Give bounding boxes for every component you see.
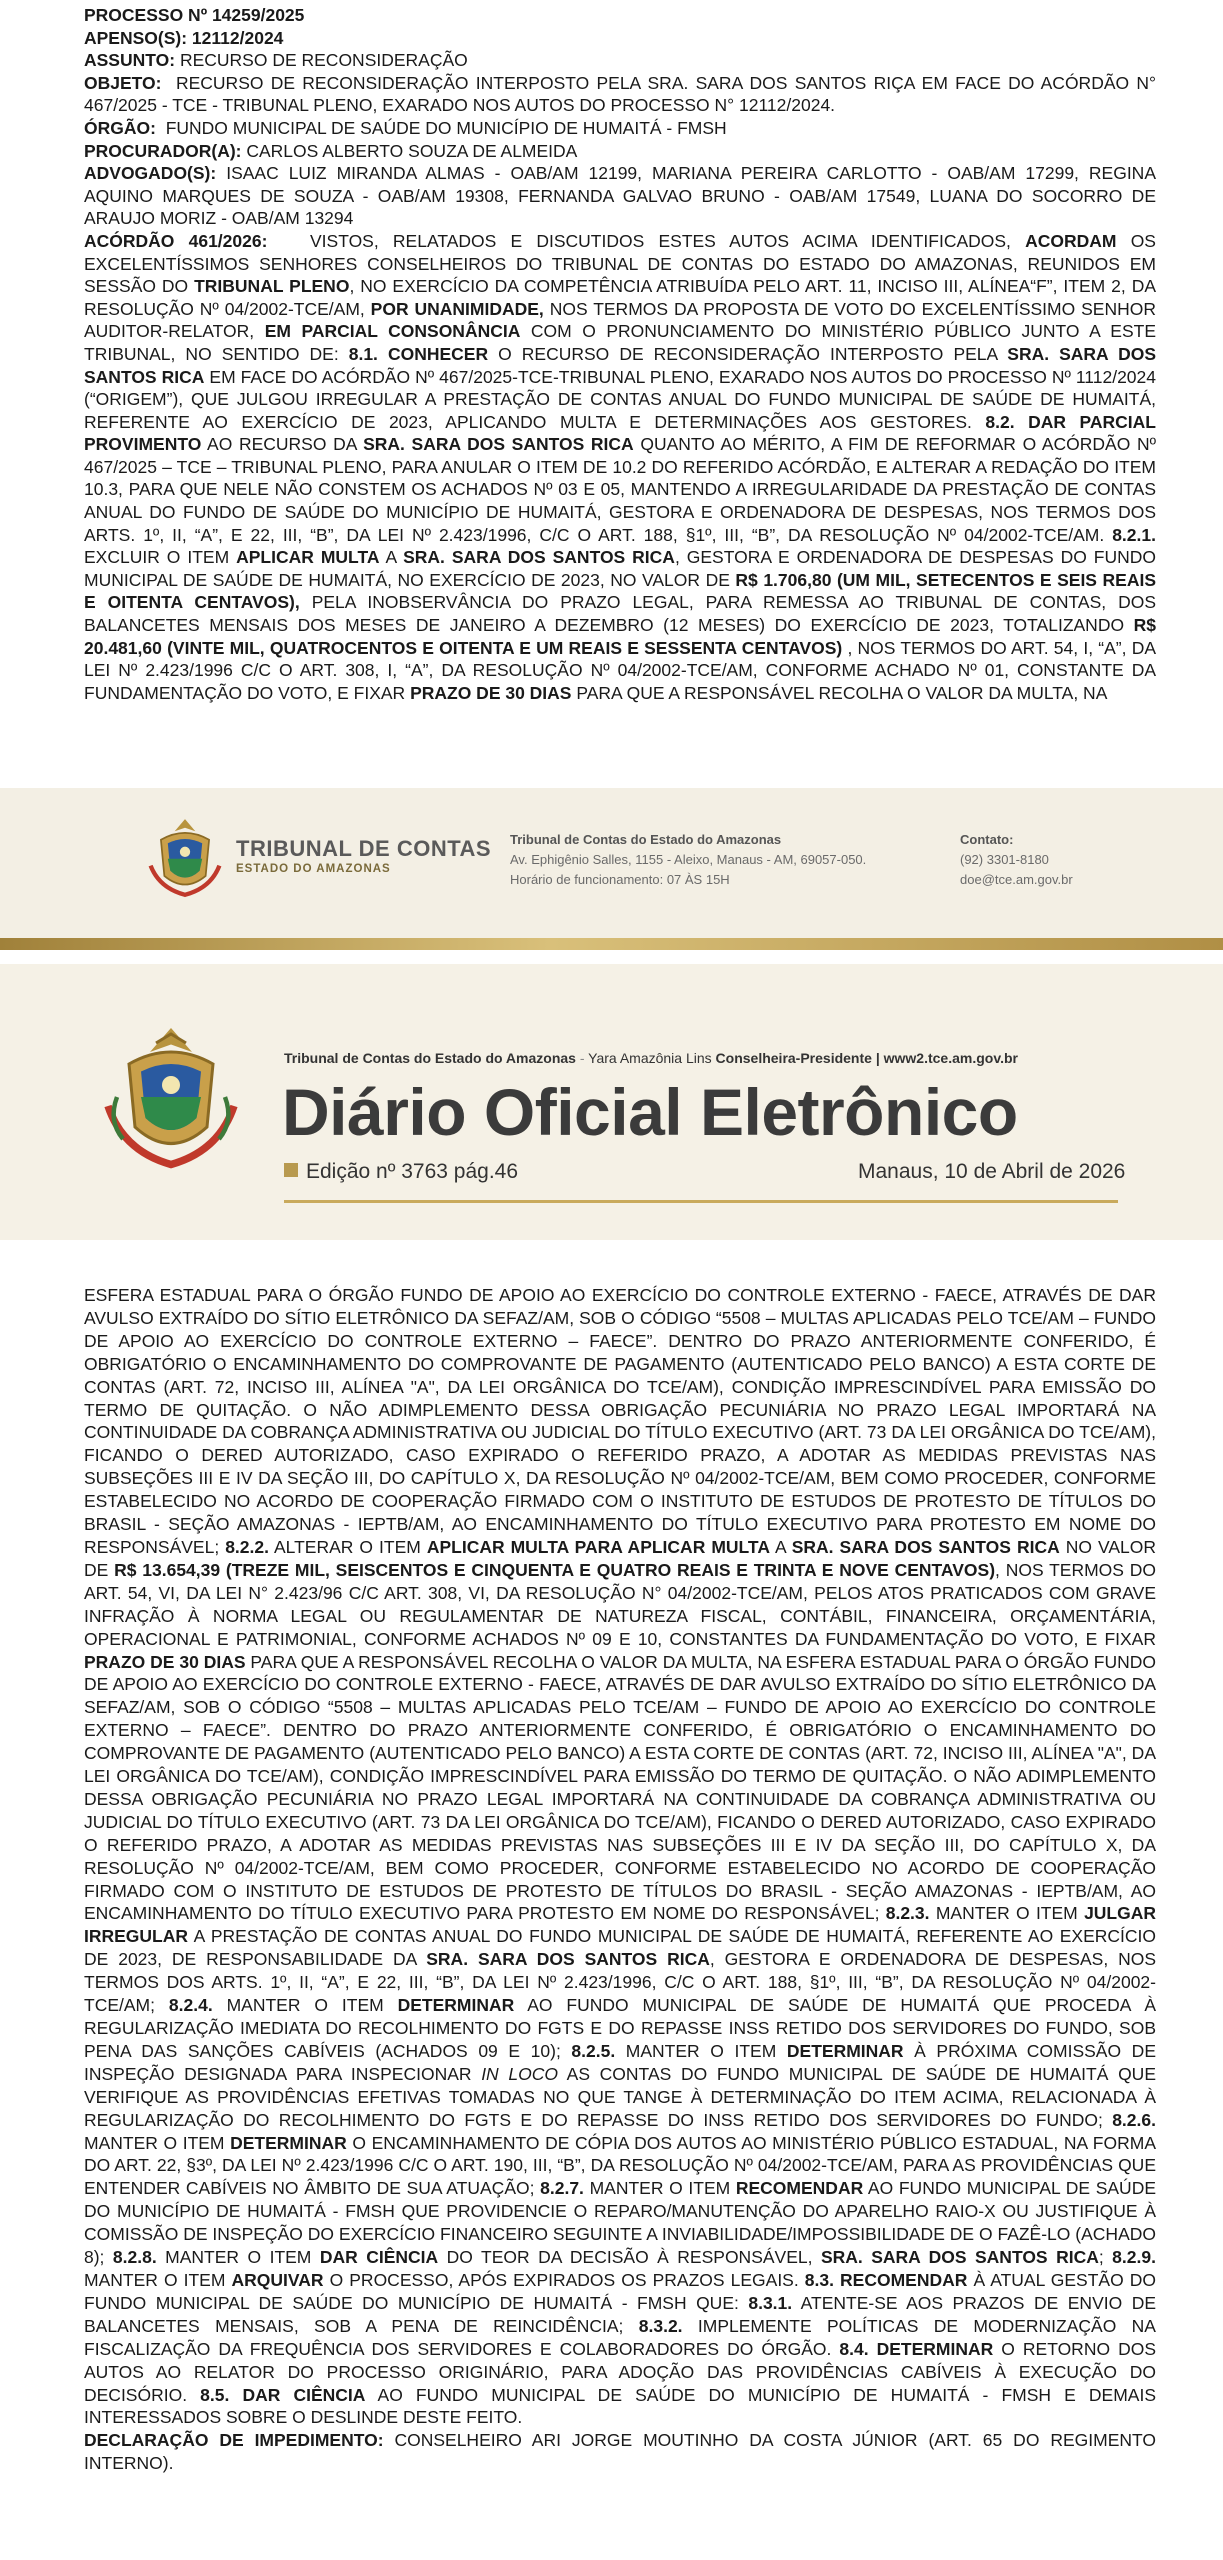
bold-segment: EM PARCIAL CONSONÂNCIA [264, 321, 521, 342]
objeto-value: RECURSO DE RECONSIDERAÇÃO INTERPOSTO PELA SRA. SARA DOS SANTOS RIÇA EM FACE DO ACÓRDÃO N° 467/2025 - TCE - TRIBUNAL PLENO, EXARADO NOS AUTOS DO PROCESSO N° 12112/2024. [84, 72, 1156, 116]
text-segment: VISTOS, RELATADOS E DISCUTIDOS ESTES AUTOS ACIMA IDENTIFICADOS, [267, 230, 1026, 251]
bold-segment: 8.2.3. [885, 1903, 930, 1924]
processo-number: PROCESSO Nº 14259/2025 [84, 5, 305, 25]
bold-segment: R$ 13.654,39 (TREZE MIL, SEISCENTOS E CINQUENTA E QUATRO REAIS E TRINTA E NOVE CENTAVOS) [114, 1559, 996, 1580]
bold-segment: 8.2.8. [112, 2247, 157, 2268]
text-segment: COM O PRONUNCIAMENTO DO MINISTÉRIO PÚBLICO JUNTO A ESTE TRIBUNAL, NO SENTIDO DE: [84, 321, 1156, 364]
bold-segment: 8.2. DAR PARCIAL PROVIMENTO [84, 411, 1156, 455]
text-segment: NOS TERMOS DA PROPOSTA DE VOTO DO EXCELENTÍSSIMO SENHOR AUDITOR-RELATOR, [84, 298, 1156, 342]
procurador-label: PROCURADOR(A): [84, 140, 242, 161]
procurador-value: CARLOS ALBERTO SOUZA DE ALMEIDA [246, 140, 578, 161]
header-edition [284, 1160, 518, 1184]
page-footer [0, 788, 1223, 938]
bold-segment: 8.5. DAR CIÊNCIA [200, 2384, 366, 2405]
bold-segment: DAR CIÊNCIA [319, 2247, 439, 2268]
text-segment: QUANTO AO MÉRITO, A FIM DE REFORMAR O ACÓRDÃO Nº 467/2025 – TCE – TRIBUNAL PLENO, PARA ANULAR O ITEM DE 10.2 DO REFERIDO ACÓRDÃO, E ALTERAR A REDAÇÃO DO ITEM 10.3, PARA QUE NELE NÃO CONSTEM OS ACHADOS Nº 03 E 05, MANTENDO A IRREGULARIDADE DA PRESTAÇÃO DE CONTAS ANUAL DO FUNDO DE SAÚDE DO MUNICÍPIO DE HUMAITÁ, GESTORA E ORDENADORA DE DESPESAS, NOS TERMOS DOS ARTS. 1º, II, “A”, E 22, III, “B”, DA LEI Nº 2.423/1996, C/C O ART. 188, §1º, III, “B”, DA RESOLUÇÃO Nº 04/2002-TCE/AM. [84, 434, 1157, 545]
text-segment: MANTER O ITEM [156, 2247, 320, 2268]
text-segment: A PRESTAÇÃO DE CONTAS ANUAL DO FUNDO MUNICIPAL DE SAÚDE DE HUMAITÁ, REFERENTE AO EXERCÍCIO DE 2023, DE RESPONSABILIDADE DA [84, 1926, 1156, 1970]
text-segment: MANTER O ITEM [615, 2040, 787, 2061]
bold-segment: 8.2.1. [1112, 524, 1156, 545]
bold-segment: 8.2.5. [571, 2040, 616, 2061]
text-segment: AO FUNDO MUNICIPAL DE SAÚDE DO MUNICÍPIO DE HUMAITÁ - FMSH E DEMAIS INTERESSADOS SOBRE O DESLINDE DESTE FEITO. [84, 2384, 1156, 2428]
bold-segment: JULGAR IRREGULAR [84, 1903, 1157, 1947]
footer-org-name: Tribunal de Contas do Estado do Amazonas [510, 832, 782, 847]
impedimento-text: CONSELHEIRO ARI JORGE MOUTINHO DA COSTA JÚNIOR (ART. 65 DO REGIMENTO INTERNO). [84, 2430, 1156, 2474]
tce-am-emblem-icon [96, 1022, 246, 1172]
bold-segment: R$ 20.481,60 (VINTE MIL, QUATROCENTOS E OITENTA E UM REAIS E SESSENTA CENTAVOS) [84, 615, 1156, 658]
text-segment: A [769, 1536, 792, 1557]
orgao-label: ÓRGÃO: [84, 117, 156, 138]
bold-segment: SRA. SARA DOS SANTOS RICA [84, 343, 1156, 387]
text-segment: MANTER O ITEM [212, 1995, 398, 2016]
footer-address-line: Av. Ephigênio Salles, 1155 - Aleixo, Manaus - AM, 69057-050. [510, 852, 867, 867]
header-rule [284, 1200, 1118, 1203]
impedimento-label: DECLARAÇÃO DE IMPEDIMENTO: [84, 2430, 384, 2451]
text-segment: MANTER O ITEM [583, 2178, 736, 2199]
bold-segment: 8.2.9. [1112, 2247, 1156, 2268]
text-segment: O PROCESSO, APÓS EXPIRADOS OS PRAZOS LEGAIS. [323, 2269, 805, 2290]
objeto-label: OBJETO: [84, 72, 162, 93]
edition-text: Edição nº 3763 pág.46 [306, 1160, 519, 1183]
footer-brand-sub: ESTADO DO AMAZONAS [236, 863, 391, 875]
bold-segment: POR UNANIMIDADE, [370, 298, 544, 319]
header-org: Tribunal de Contas do Estado do Amazonas [284, 1050, 576, 1066]
text-segment: DO TEOR DA DECISÃO À RESPONSÁVEL, [438, 2247, 821, 2268]
bold-segment: PRAZO DE 30 DIAS [410, 682, 572, 703]
assunto-label: ASSUNTO: [84, 50, 176, 71]
bold-segment: 8.2.7. [540, 2178, 584, 2199]
text-segment: ATENTE-SE AOS PRAZOS DE ENVIO DE BALANCETES MENSAIS, SOB A PENA DE REINCIDÊNCIA; [84, 2292, 1157, 2336]
bold-segment: 8.2.6. [1112, 2109, 1156, 2130]
header-separator: - [575, 1050, 589, 1066]
bold-segment: DETERMINAR [230, 2132, 347, 2153]
footer-brand [236, 836, 491, 875]
bold-segment: R$ 1.706,80 (UM MIL, SETECENTOS E SEIS REAIS E OITENTA CENTAVOS), [84, 569, 1156, 613]
bold-segment: APLICAR MULTA PARA APLICAR MULTA [426, 1536, 770, 1557]
bold-segment: ACÓRDÃO 461/2026: [84, 230, 268, 251]
text-segment: EXCLUIR O ITEM [84, 547, 237, 568]
header-date: Manaus, 10 de Abril de 2026 [858, 1160, 1126, 1183]
text-segment: EM FACE DO ACÓRDÃO Nº 467/2025-TCE-TRIBUNAL PLENO, EXARADO NOS AUTOS DO PROCESSO Nº 1112/2024 (“ORIGEM”), QUE JULGOU IRREGULAR A PRESTAÇÃO DE CONTAS ANUAL DO FUNDO MUNICIPAL DE SAÚDE DE HUMAITÁ, REFERENTE AO EXERCÍCIO DE 2023, APLICANDO MULTA E DETERMINAÇÕES AOS GESTORES. [84, 366, 1156, 432]
footer-brand-name: TRIBUNAL DE CONTAS [236, 836, 492, 861]
page-separator [0, 938, 1223, 950]
orgao-value: FUNDO MUNICIPAL DE SAÚDE DO MUNICÍPIO DE HUMAITÁ - FMSH [165, 117, 727, 138]
bold-segment: RECOMENDAR [735, 2178, 864, 2199]
footer-contact [960, 830, 1073, 890]
assunto-value: RECURSO DE RECONSIDERAÇÃO [179, 50, 468, 71]
text-segment: MANTER O ITEM [84, 2132, 231, 2153]
text-segment: , GESTORA E ORDENADORA DE DESPESAS, NOS TERMOS DOS ARTS. 1º, II, “A”, E 22, III, “B”, DA LEI Nº 2.423/1996, C/C O ART. 188, §1º, III, “B”, DA RESOLUÇÃO Nº 04/2002-TCE/AM; [84, 1949, 1156, 2016]
advogado-value: ISAAC LUIZ MIRANDA ALMAS - OAB/AM 12199, MARIANA PEREIRA CARLOTTO - OAB/AM 17299, REGINA AQUINO MARQUES DE SOUZA - OAB/AM 19308, FERNANDA GALVAO BRUNO - OAB/AM 17549, LUANA DO SOCORRO DE ARAUJO MORIZ - OAB/AM 13294 [84, 163, 1156, 229]
footer-hours: Horário de funcionamento: 07 ÀS 15H [510, 872, 730, 887]
bold-segment: SRA. SARA DOS SANTOS RICA [820, 2247, 1099, 2268]
text-segment: O ENCAMINHAMENTO DE CÓPIA DOS AUTOS AO MINISTÉRIO PÚBLICO ESTADUAL, NA FORMA DO ART. 22, §3º, DA LEI Nº 2.423/1996 C/C O ART. 190, III, “B”, DA RESOLUÇÃO Nº 04/2002-TCE/AM, PARA AS PROVIDÊNCIAS QUE ENTENDER CABÍVEIS NO ÂMBITO DE SUA ATUAÇÃO; [84, 2132, 1156, 2199]
bold-segment: SRA. SARA DOS SANTOS RICA [426, 1949, 710, 1970]
bold-segment: ACORDAM [1025, 230, 1117, 251]
text-segment: PARA QUE A RESPONSÁVEL RECOLHA O VALOR DA MULTA, NA ESFERA ESTADUAL PARA O ÓRGÃO FUNDO DE APOIO AO EXERCÍCIO DO CONTROLE EXTERNO - FAECE, ATRAVÉS DE DAR AVULSO EXTRAÍDO DO SÍTIO ELETRÔNICO DA SEFAZ/AM, SOB O CÓDIGO “5508 – MULTAS APLICADAS PELO TCE/AM – FUNDO DE APOIO AO EXERCÍCIO DO CONTROLE EXTERNO – FAECE”. DENTRO DO PRAZO ANTERIORMENTE CONFERIDO, É OBRIGATÓRIO O ENCAMINHAMENTO DO COMPROVANTE DE PAGAMENTO (AUTENTICADO PELO BANCO) A ESTA CORTE DE CONTAS (ART. 72, INCISO III, ALÍNEA "A", DA LEI ORGÂNICA DO TCE/AM), CONDIÇÃO IMPRESCINDÍVEL PARA EMISSÃO DO TERMO DE QUITAÇÃO. O NÃO ADIMPLEMENTO DESSA OBRIGAÇÃO PECUNIÁRIA NO PRAZO LEGAL IMPORTARÁ NA CONTINUIDADE DA COBRANÇA ADMINISTRATIVA OU JUDICIAL DO TÍTULO EXECUTIVO (ART. 73 DA LEI ORGÂNICA DO TCE/AM), FICANDO O DERED AUTORIZADO, CASO EXPIRADO O REFERIDO PRAZO, A ADOTAR AS MEDIDAS PREVISTAS NAS SUBSEÇÕES III E IV DA SEÇÃO III, DO CAPÍTULO X, DA RESOLUÇÃO Nº 04/2002-TCE/AM, BEM COMO PROCEDER, CONFORME ESTABELECIDO NO ACORDO DE COOPERAÇÃO FIRMADO COM O INSTITUTO DE ESTUDOS DE PROTESTO DE TÍTULOS DO BRASIL - SEÇÃO AMAZONAS - IEPTB/AM, AO ENCAMINHAMENTO DO TÍTULO EXECUTIVO PARA PROTESTO EM NOME DO RESPONSÁVEL; [84, 1651, 1156, 1924]
text-segment: MANTER O ITEM [929, 1903, 1085, 1924]
footer-phone: (92) 3301-8180 [960, 852, 1049, 867]
bold-segment: TRIBUNAL PLENO [194, 276, 350, 297]
body-paragraph [84, 1284, 1156, 2429]
apenso: APENSO(S): 12112/2024 [84, 27, 284, 48]
italic-segment: IN LOCO [481, 2063, 558, 2084]
text-segment: ALTERAR O ITEM [268, 1536, 427, 1557]
text-segment: , NOS TERMOS DO ART. 54, I, “A”, DA LEI Nº 2.423/1996 C/C O ART. 308, I, “A”, DA RESOLUÇÃO Nº 04/2002-TCE/AM, CONFORME ACHADO Nº 01, CONSTANTE DA FUNDAMENTAÇÃO DO VOTO, E FIXAR [84, 637, 1156, 703]
header-title: Diário Oficial Eletrônico [282, 1075, 1018, 1149]
bold-segment: 8.4. DETERMINAR [839, 2338, 994, 2359]
bold-segment: SRA. SARA DOS SANTOS RICA [363, 434, 634, 455]
text-segment: AO FUNDO MUNICIPAL DE SAÚDE DO MUNICÍPIO DE HUMAITÁ - FMSH QUE PROVIDENCIE O REPARO/MANUTENÇÃO DO APARELHO RAIO-X OU JUSTIFIQUE À COMISSÃO DE INSPEÇÃO DO EXERCÍCIO FINANCEIRO SEGUINTE A INVIABILIDADE/IMPOSSIBILIDADE DE O FAZÊ-LO (ACHADO 8); [84, 2178, 1157, 2268]
text-segment: NO VALOR DE [84, 1536, 1156, 1580]
text-segment: PELA INOBSERVÂNCIA DO PRAZO LEGAL, PARA REMESSA AO TRIBUNAL DE CONTAS, DOS BALANCETES MENSAIS DOS MESES DE JANEIRO A DEZEMBRO (12 MESES) DO EXERCÍCIO DE 2023, TOTALIZANDO [84, 592, 1156, 636]
text-segment: AS CONTAS DO FUNDO MUNICIPAL DE SAÚDE DE HUMAITÁ QUE VERIFIQUE AS PROVIDÊNCIAS EFETIVAS TOMADAS NO QUE TANGE À DETERMINAÇÃO DO ITEM ACIMA, RELACIONADA À REGULARIZAÇÃO DO RECOLHIMENTO DO FGTS E DO REPASSE DO INSS RETIDO DOS SERVIDORES DO FUNDO; [84, 2063, 1156, 2130]
text-segment: À ATUAL GESTÃO DO FUNDO MUNICIPAL DE SAÚDE DO MUNICÍPIO DE HUMAITÁ - FMSH QUE: [84, 2269, 1156, 2313]
text-segment: , NOS TERMOS DO ART. 54, VI, DA LEI N° 2.423/96 C/C ART. 308, VI, DA RESOLUÇÃO N° 04/2002-TCE/AM, PELOS ATOS PRATICADOS COM GRAVE INFRAÇÃO À NORMA LEGAL OU REGULAMENTAR DE NATUREZA FISCAL, CONTÁBIL, FINANCEIRA, ORÇAMENTÁRIA, OPERACIONAL E PATRIMONIAL, CONFORME ACHADOS Nº 09 E 10, CONSTANTES DA FUNDAMENTAÇÃO DO VOTO, E FIXAR [84, 1559, 1156, 1649]
advogado-label: ADVOGADO(S): [84, 163, 217, 184]
page-header [0, 964, 1223, 1240]
text-segment: AO FUNDO MUNICIPAL DE SAÚDE DE HUMAITÁ QUE PROCEDA À REGULARIZAÇÃO IMEDIATA DO RECOLHIMENTO DO FGTS E DO REPASSE INSS RETIDO DOS SERVIDORES DO FUNDO, SOB PENA DAS SANÇÕES CABÍVEIS (ACHADOS 09 E 10); [84, 1995, 1157, 2061]
text-segment: ; [1098, 2247, 1113, 2268]
bold-segment: DETERMINAR [397, 1995, 515, 2016]
bold-segment: 8.3.2. [638, 2315, 683, 2336]
header-president-name: Yara Amazônia Lins [588, 1050, 712, 1066]
edition-square-icon [284, 1163, 298, 1177]
bold-segment: DETERMINAR [786, 2040, 904, 2061]
bold-segment: 8.2.4. [168, 1995, 213, 2016]
bold-segment: ARQUIVAR [231, 2269, 324, 2290]
bold-segment: PRAZO DE 30 DIAS [84, 1651, 246, 1672]
text-segment: IMPLEMENTE POLÍTICAS DE MODERNIZAÇÃO NA FISCALIZAÇÃO DA FREQUÊNCIA DOS SERVIDORES E COLABORADORES DO ÓRGÃO. [84, 2315, 1156, 2359]
header-president-role: Conselheira-Presidente [711, 1050, 872, 1066]
text-segment: A [379, 547, 404, 568]
text-segment: , GESTORA E ORDENADORA DE DESPESAS DO FUNDO MUNICIPAL DE SAÚDE DE HUMAITÁ, NO EXERCÍCIO DE 2023, NO VALOR DE [84, 547, 1156, 590]
body-text [84, 1284, 1156, 2475]
footer-contact-label: Contato: [960, 832, 1014, 847]
text-segment: AO RECURSO DA [201, 434, 364, 455]
process-header [84, 4, 1156, 704]
text-segment: O RECURSO DE RECONSIDERAÇÃO INTERPOSTO PELA [488, 343, 1008, 364]
text-segment: MANTER O ITEM [84, 2269, 232, 2290]
acordao-paragraph [84, 230, 1156, 704]
bold-segment: SRA. SARA DOS SANTOS RICA [791, 1536, 1060, 1557]
header-subline [284, 1050, 1018, 1066]
bold-segment: 8.3. RECOMENDAR [804, 2269, 968, 2290]
impedimento-paragraph [84, 2429, 1156, 2475]
bold-segment: SRA. SARA DOS SANTOS RICA [403, 547, 675, 568]
text-segment: ESFERA ESTADUAL PARA O ÓRGÃO FUNDO DE APOIO AO EXERCÍCIO DO CONTROLE EXTERNO - FAECE, ATRAVÉS DE DAR AVULSO EXTRAÍDO DO SÍTIO ELETRÔNICO DA SEFAZ/AM, SOB O CÓDIGO “5508 – MULTAS APLICADAS PELO TCE/AM – FUNDO DE APOIO AO EXERCÍCIO DO CONTROLE EXTERNO – FAECE”. DENTRO DO PRAZO ANTERIORMENTE CONFERIDO, É OBRIGATÓRIO O ENCAMINHAMENTO DO COMPROVANTE DE PAGAMENTO (AUTENTICADO PELO BANCO) A ESTA CORTE DE CONTAS (ART. 72, INCISO III, ALÍNEA "A", DA LEI ORGÂNICA DO TCE/AM), CONDIÇÃO IMPRESCINDÍVEL PARA EMISSÃO DO TERMO DE QUITAÇÃO. O NÃO ADIMPLEMENTO DESSA OBRIGAÇÃO PECUNIÁRIA NO PRAZO LEGAL IMPORTARÁ NA CONTINUIDADE DA COBRANÇA ADMINISTRATIVA OU JUDICIAL DO TÍTULO EXECUTIVO (ART. 73 DA LEI ORGÂNICA DO TCE/AM), FICANDO O DERED AUTORIZADO, CASO EXPIRADO O REFERIDO PRAZO, A ADOTAR AS MEDIDAS PREVISTAS NAS SUBSEÇÕES III E IV DA SEÇÃO III, DO CAPÍTULO X, DA RESOLUÇÃO Nº 04/2002-TCE/AM, BEM COMO PROCEDER, CONFORME ESTABELECIDO NO ACORDO DE COOPERAÇÃO FIRMADO COM O INSTITUTO DE ESTUDOS DE PROTESTO DE TÍTULOS DO BRASIL - SEÇÃO AMAZONAS - IEPTB/AM, AO ENCAMINHAMENTO DO TÍTULO EXECUTIVO PARA PROTESTO EM NOME DO RESPONSÁVEL; [84, 1285, 1156, 1557]
footer-address [510, 830, 866, 890]
text-segment: OS EXCELENTÍSSIMOS SENHORES CONSELHEIROS DO TRIBUNAL DE CONTAS DO ESTADO DO AMAZONAS, REUNIDOS EM SESSÃO DO [84, 230, 1156, 297]
text-segment: PARA QUE A RESPONSÁVEL RECOLHA O VALOR DA MULTA, NA [571, 682, 1108, 703]
bold-segment: APLICAR MULTA [236, 547, 380, 568]
text-segment: À PRÓXIMA COMISSÃO DE INSPEÇÃO DESIGNADA PARA INSPECIONAR [84, 2040, 1156, 2084]
tce-am-emblem-icon [142, 814, 228, 900]
bold-segment: 8.2.2. [225, 1536, 269, 1557]
footer-email: doe@tce.am.gov.br [960, 872, 1073, 887]
bold-segment: 8.1. CONHECER [348, 343, 489, 364]
text-segment: , NO EXERCÍCIO DA COMPETÊNCIA ATRIBUÍDA PELO ART. 11, INCISO III, ALÍNEA“F”, ITEM 2, DA RESOLUÇÃO Nº 04/2002-TCE/AM, [84, 276, 1157, 319]
bold-segment: 8.3.1. [748, 2292, 793, 2313]
header-website: | www2.tce.am.gov.br [871, 1050, 1018, 1066]
text-segment: O RETORNO DOS AUTOS AO RELATOR DO PROCESSO ORIGINÁRIO, PARA ADOÇÃO DAS PROVIDÊNCIAS CABÍVEIS À EXECUÇÃO DO DECISÓRIO. [84, 2338, 1156, 2405]
